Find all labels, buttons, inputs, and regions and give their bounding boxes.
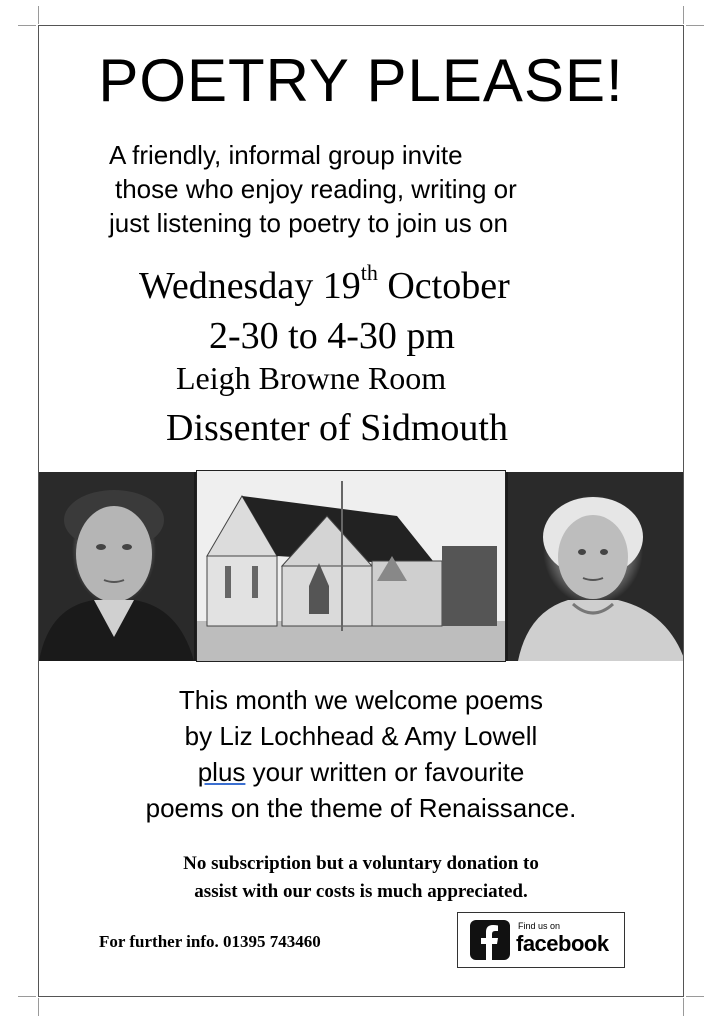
- intro-line: just listening to poetry to join us on: [109, 208, 508, 238]
- crop-mark: [686, 25, 704, 26]
- poster-title: POETRY PLEASE!: [98, 47, 624, 114]
- chapel-photo: [196, 470, 506, 662]
- event-time: 2-30 to 4-30 pm: [209, 315, 455, 357]
- portrait-illustration: [508, 472, 684, 661]
- crop-mark: [38, 6, 39, 24]
- welcome-line: [39, 754, 683, 790]
- contact-info: For further info. 01395 743460: [99, 932, 321, 951]
- portrait-illustration: [39, 472, 194, 661]
- portrait-photo-right: [508, 472, 684, 661]
- donation-line: No subscription but a voluntary donation to: [183, 853, 539, 874]
- donation-note: [39, 850, 683, 906]
- crop-mark: [18, 25, 36, 26]
- theme-line: poems on the theme of Renaissance.: [145, 793, 577, 823]
- event-date: [139, 260, 510, 308]
- crop-mark: [38, 998, 39, 1016]
- donation-line: assist with our costs is much appreciated.: [194, 881, 528, 902]
- welcome-line: by Liz Lochhead & Amy Lowell: [184, 721, 538, 751]
- portrait-photo-left: [39, 472, 194, 661]
- plus-rest: your written or favourite: [245, 757, 525, 787]
- chapel-illustration: [197, 471, 506, 662]
- intro-line: A friendly, informal group invite: [109, 140, 463, 170]
- photo-strip: [39, 472, 683, 661]
- crop-mark: [686, 996, 704, 997]
- crop-mark: [18, 996, 36, 997]
- intro-line: those who enjoy reading, writing or: [115, 174, 517, 204]
- welcome-text: [39, 682, 683, 826]
- event-venue: Dissenter of Sidmouth: [166, 407, 508, 449]
- date-suffix: th: [360, 260, 378, 286]
- facebook-wordmark: facebook: [516, 931, 609, 956]
- facebook-f-icon: [470, 920, 510, 960]
- facebook-find-us: Find us on: [518, 921, 561, 931]
- intro-text: [109, 138, 517, 240]
- crop-mark: [683, 998, 684, 1016]
- date-month: October: [377, 265, 510, 307]
- plus-word: plus: [197, 757, 246, 787]
- facebook-badge: [457, 912, 625, 968]
- welcome-line: This month we welcome poems: [178, 685, 544, 715]
- event-room: Leigh Browne Room: [176, 360, 447, 396]
- date-day: Wednesday 19: [139, 265, 361, 307]
- poster: [38, 25, 684, 997]
- crop-mark: [683, 6, 684, 24]
